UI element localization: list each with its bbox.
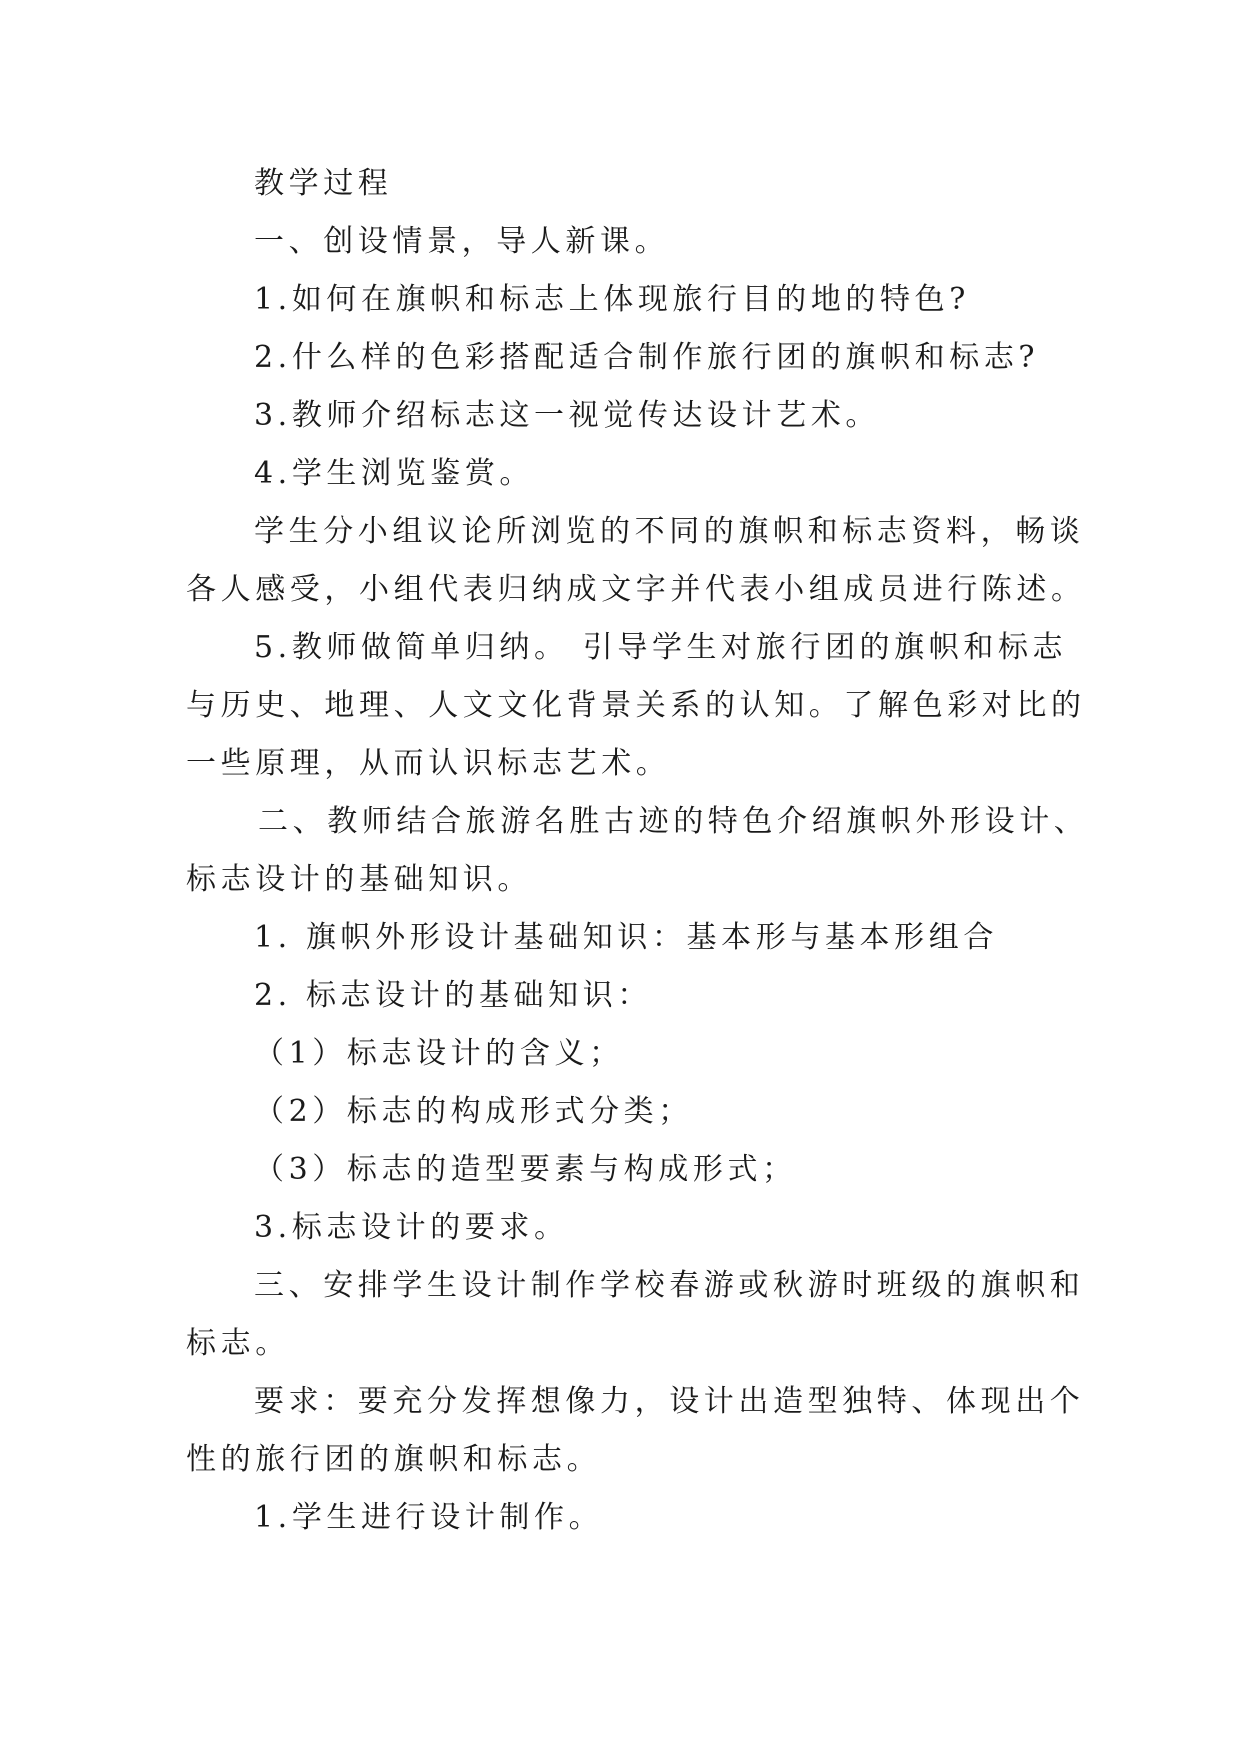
text-line: （2）标志的构成形式分类； <box>254 1094 693 1129</box>
text-line: 4.学生浏览鉴赏。 <box>254 456 535 491</box>
text-line: 2. 标志设计的基础知识： <box>254 978 652 1013</box>
text-line: 1.如何在旗帜和标志上体现旅行目的地的特色? <box>254 282 970 317</box>
text-line: 要求：要充分发挥想像力，设计出造型独特、体现出个 <box>254 1384 1085 1419</box>
text-line: 一、创设情景，导人新课。 <box>254 224 670 259</box>
text-line: 标志。 <box>186 1326 290 1361</box>
text-line: 5.教师做简单归纳。 引导学生对旅行团的旗帜和标志 <box>254 630 1068 665</box>
text-line: 与历史、地理、人文文化背景关系的认知。了解色彩对比的 <box>186 688 1086 723</box>
text-line: 3.教师介绍标志这一视觉传达设计艺术。 <box>254 398 881 433</box>
text-line: （3）标志的造型要素与构成形式； <box>254 1152 797 1187</box>
text-line: 1.学生进行设计制作。 <box>254 1500 604 1535</box>
text-line: 学生分小组议论所浏览的不同的旗帜和标志资料，畅谈 <box>254 514 1085 549</box>
text-line: 标志设计的基础知识。 <box>186 862 532 897</box>
text-line: 各人感受，小组代表归纳成文字并代表小组成员进行陈述。 <box>186 572 1086 607</box>
text-line: 三、安排学生设计制作学校春游或秋游时班级的旗帜和 <box>254 1268 1085 1303</box>
text-line: 二、教师结合旅游名胜古迹的特色介绍旗帜外形设计、 <box>258 804 1089 839</box>
text-line: 1. 旗帜外形设计基础知识：基本形与基本形组合 <box>254 920 998 955</box>
text-line: （1）标志设计的含义； <box>254 1036 624 1071</box>
text-line: 性的旅行团的旗帜和标志。 <box>186 1442 602 1477</box>
text-line: 一些原理，从而认识标志艺术。 <box>186 746 671 781</box>
text-line: 2.什么样的色彩搭配适合制作旅行团的旗帜和标志? <box>254 340 1040 375</box>
document-heading: 教学过程 <box>254 166 393 201</box>
text-line: 3.标志设计的要求。 <box>254 1210 569 1245</box>
